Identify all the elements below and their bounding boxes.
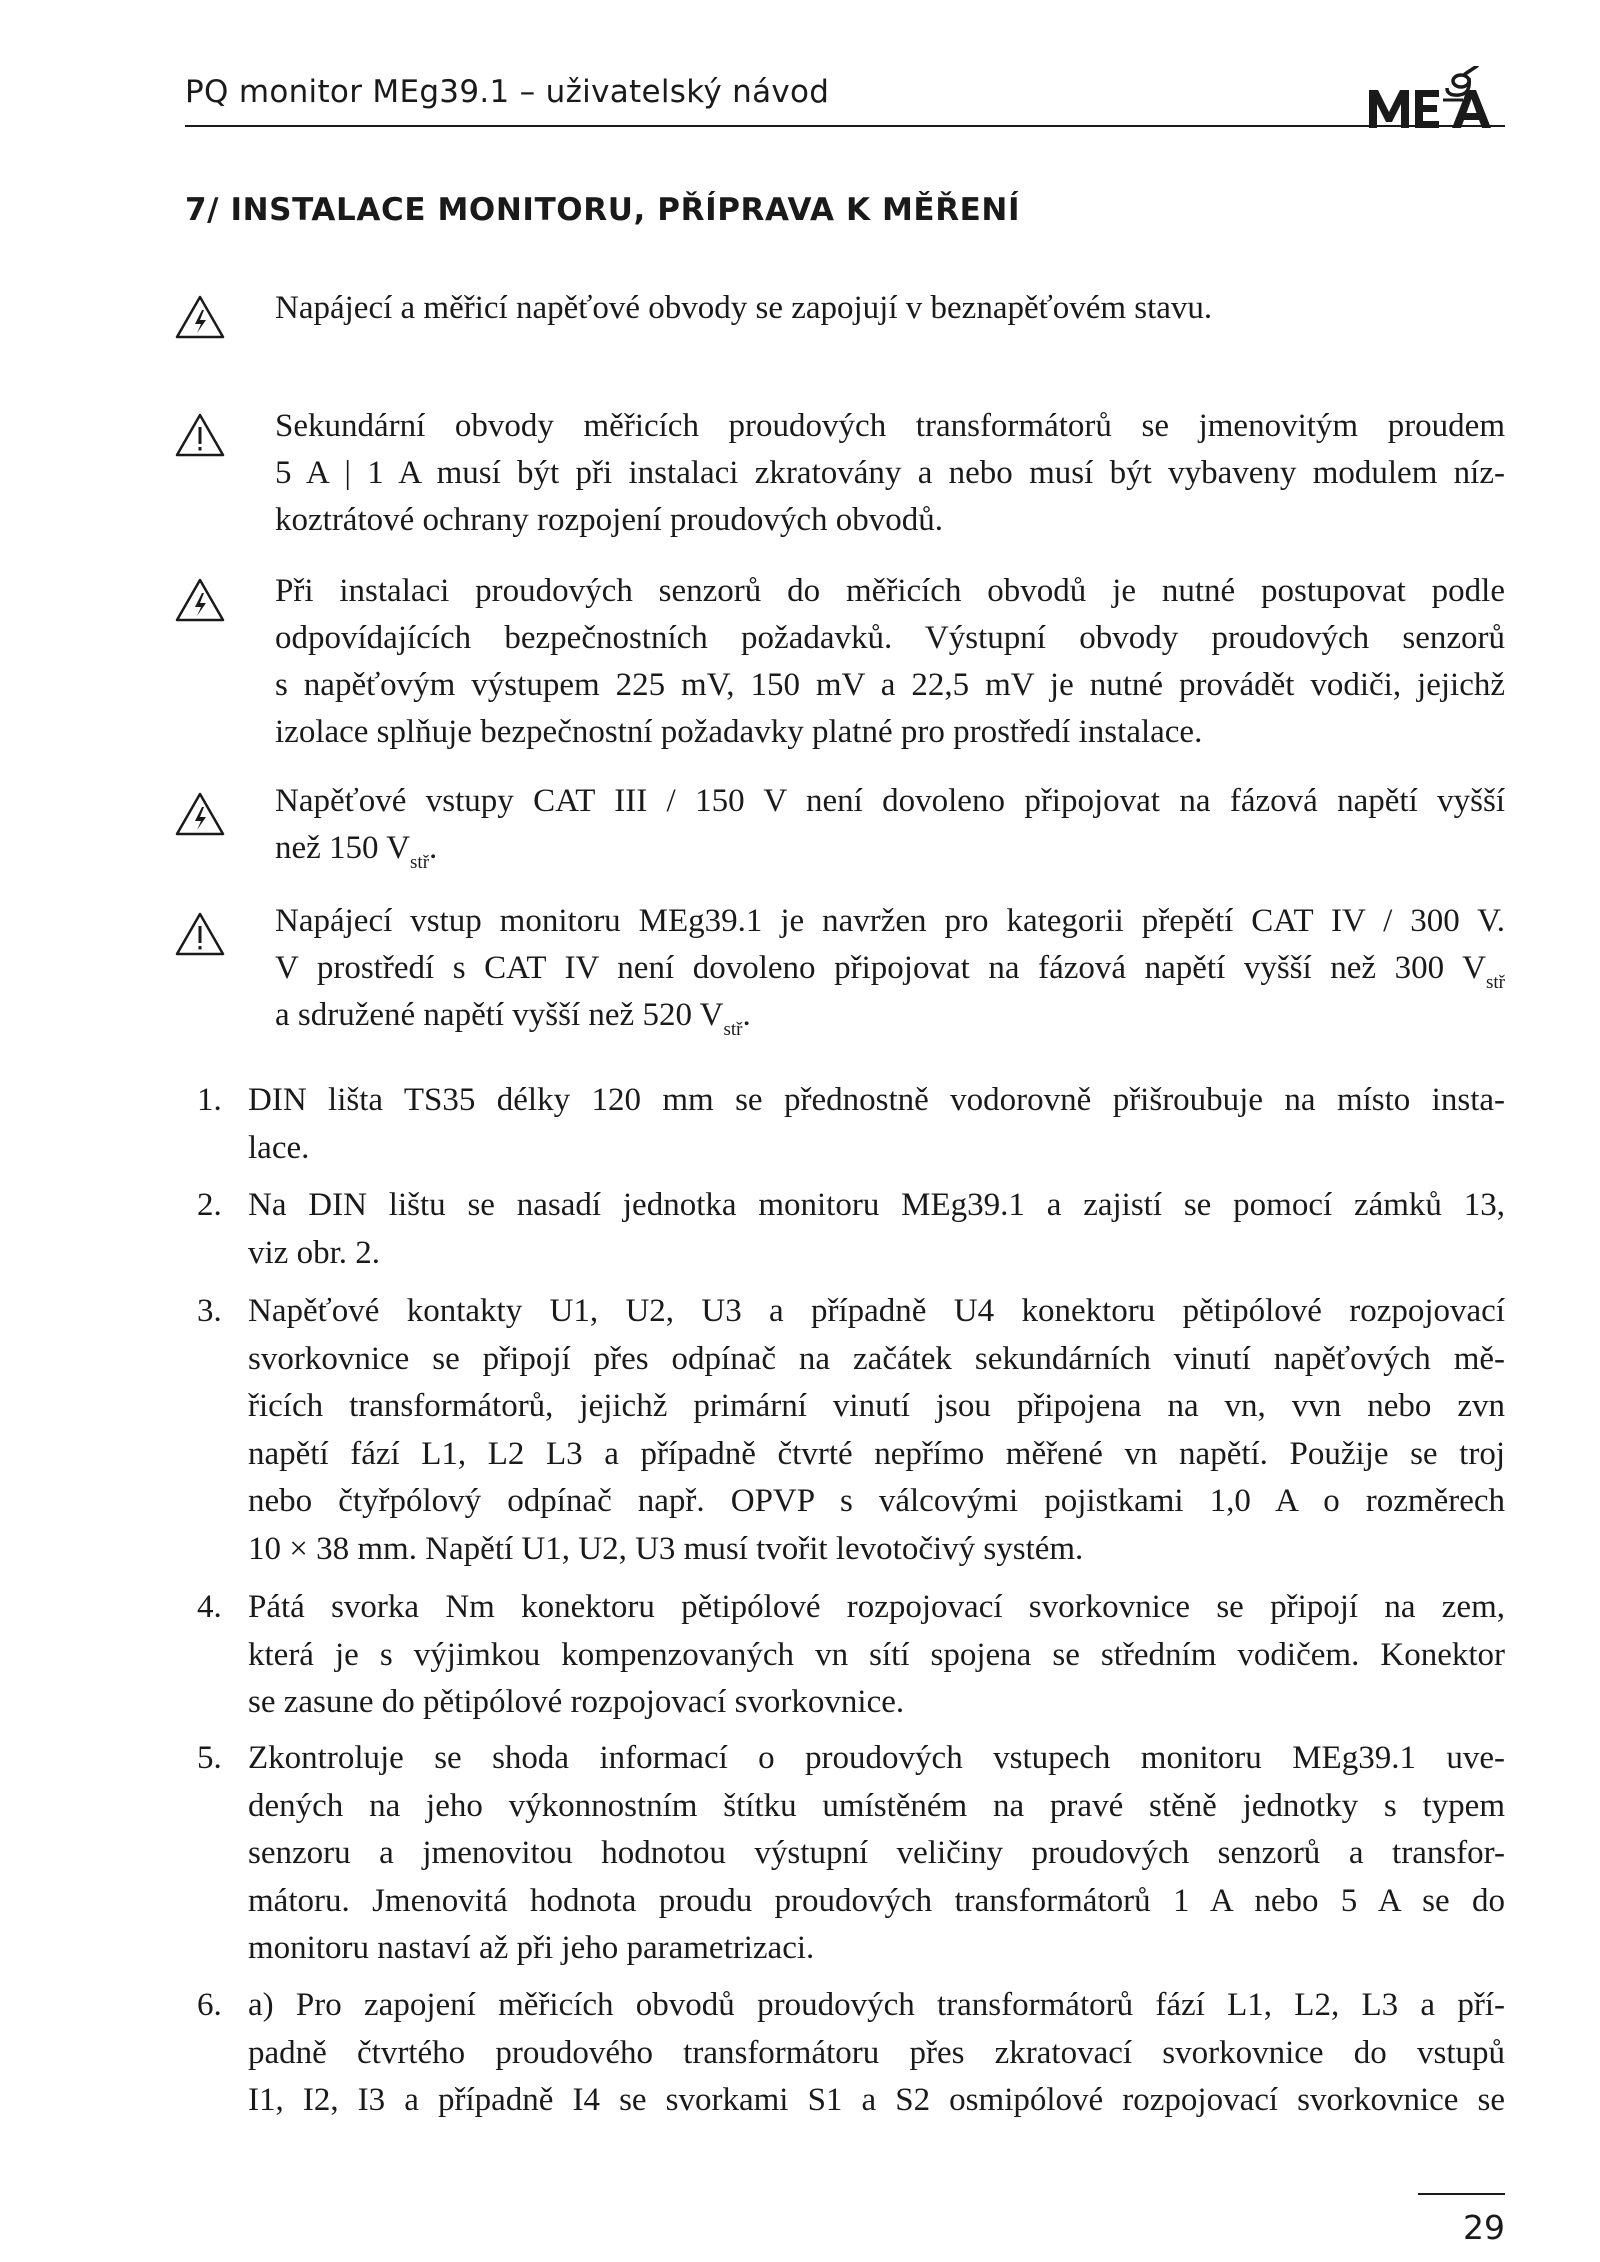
step-text: Napěťové kontakty U1, U2, U3 a případně U4 konektoru pětipólové rozpojovací svorkovnice se připojí přes odpínač na začátek sekundárních vinutí napěťových mě- řicích transformátorů, jejichž primární vinutí jsou připojena na vn, vvn nebo zvn napětí fází L1, L2 L3 a případně čtvrté nepřímo měřené vn napětí. Použije se troj nebo čtyřpólový odpínač např. OPVP s válcovými pojistkami 1,0 A o rozměrech 10 × 38 mm. Napětí U1, U2, U3 musí tvořit levotočivý systém.	[248, 1293, 1505, 1567]
step-text: Zkontroluje se shoda informací o proudových vstupech monitoru MEg39.1 uve- dených na jeho výkonnostním štítku umístěném na pravé stěně jednotky s typem senzoru a jmenovitou hodnotou výstupní veličiny proudových senzorů a transfor- mátoru. Jmenovitá hodnota proudu proudových transformátorů 1 A nebo 5 A se do monitoru nastaví až při jeho parametrizaci.	[248, 1740, 1505, 1966]
mega-logo	[1367, 66, 1505, 130]
document-title: PQ monitor MEg39.1 – uživatelský návod	[185, 74, 830, 110]
section-heading: 7/ INSTALACE MONITORU, PŘÍPRAVA K MĚŘENÍ	[185, 192, 1021, 228]
header-divider	[185, 125, 1505, 127]
warning-text: Sekundární obvody měřicích proudových transformátorů se jmenovitým proudem 5 A | 1 A musí být při instalaci zkratovány a nebo musí být vybaveny modulem níz- koztrátové ochrany rozpojení proudových obvodů.	[275, 408, 1505, 538]
step-text: a) Pro zapojení měřicích obvodů proudových transformátorů fází L1, L2, L3 a pří- padně čtvrtého proudového transformátoru přes zkratovací svorkovnice do vstupů I1, I2, I3 a případně I4 se svorkami S1 a S2 osmipólové rozpojovací svorkovnice se	[248, 1987, 1505, 2118]
electric-hazard-icon	[175, 792, 225, 836]
step-number: 4.	[197, 1589, 222, 1625]
general-warning-icon	[175, 413, 225, 457]
electric-hazard-icon	[175, 295, 225, 339]
general-warning-icon	[175, 912, 225, 956]
step-number: 3.	[197, 1293, 222, 1329]
step-number: 6.	[197, 1987, 222, 2023]
electric-hazard-icon	[175, 578, 225, 622]
warning-text: Napájecí a měřicí napěťové obvody se zapojují v beznapěťovém stavu.	[275, 290, 1213, 326]
step-number: 2.	[197, 1187, 222, 1223]
page-number: 29	[1463, 2208, 1505, 2247]
step-text: DIN lišta TS35 délky 120 mm se přednostně vodorovně přišroubuje na místo insta- lace.	[248, 1082, 1505, 1166]
warning-text: Napěťové vstupy CAT III / 150 V není dovoleno připojovat na fázová napětí vyšší než 150 $V_{stř}$.	[275, 783, 1505, 873]
step-number: 1.	[197, 1082, 222, 1118]
page-header	[185, 66, 1505, 130]
warning-text: Napájecí vstup monitoru MEg39.1 je navržen pro kategorii přepětí CAT IV / 300 V. V prostředí s CAT IV není dovoleno připojovat na fázová napětí vyšší než 300 $V_{stř}$ a sdružené napětí vyšší než 520 $V_{stř}$.	[275, 903, 1505, 1040]
step-text: Pátá svorka Nm konektoru pětipólové rozpojovací svorkovnice se připojí na zem, která je s výjimkou kompenzovaných vn sítí spojena se středním vodičem. Konektor se zasune do pětipólové rozpojovací svorkovnice.	[248, 1589, 1505, 1720]
step-text: Na DIN lištu se nasadí jednotka monitoru MEg39.1 a zajistí se pomocí zámků 13, viz obr. 2.	[248, 1187, 1505, 1271]
footer-divider	[1418, 2193, 1505, 2195]
step-number: 5.	[197, 1740, 222, 1776]
warning-text: Při instalaci proudových senzorů do měřicích obvodů je nutné postupovat podle odpovídajících bezpečnostních požadavků. Výstupní obvody proudových senzorů s napěťovým výstupem 225 mV, 150 mV a 22,5 mV je nutné provádět vodiči, jejichž izolace splňuje bezpečnostní požadavky platné pro prostředí instalace.	[275, 573, 1505, 750]
